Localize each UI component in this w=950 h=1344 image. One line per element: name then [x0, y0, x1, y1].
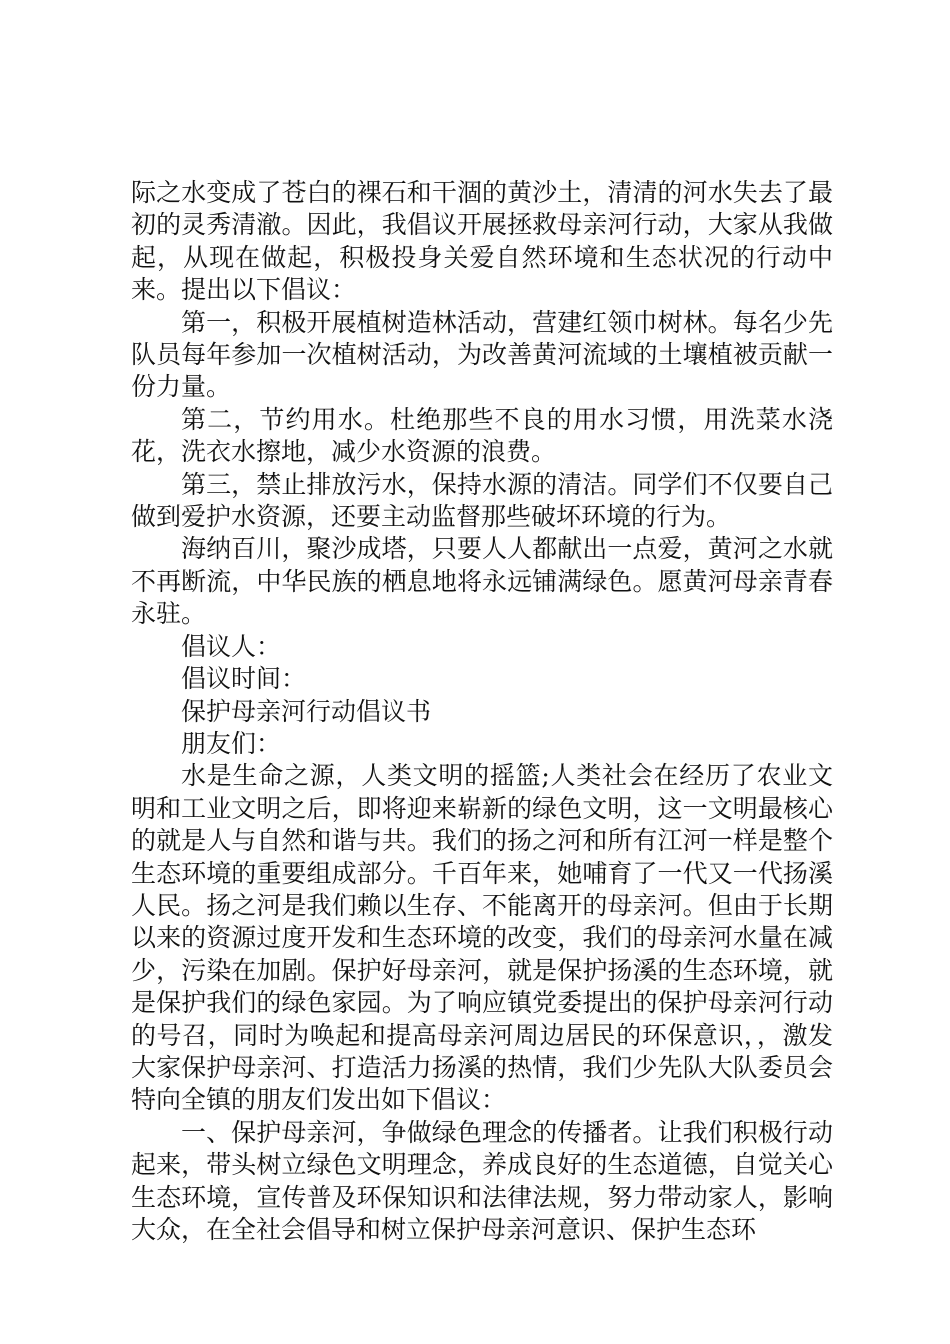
signature-proposer: 倡议人： [181, 631, 282, 661]
signature-date: 倡议时间： [181, 664, 307, 694]
paragraph-closing: 海纳百川，聚沙成塔，只要人人都献出一点爱，黄河之水就不再断流，中华民族的栖息地将永远铺满绿色。愿黄河母亲青春永驻。 [131, 534, 833, 629]
paragraph-background: 水是生命之源，人类文明的摇篮;人类社会在经历了农业文明和工业文明之后，即将迎来崭新的绿色文明，这一文明最核心的就是人与自然和谐与共。我们的扬之河和所有江河一样是整个生态环境的重要组成部分。千百年来，她哺育了一代又一代扬溪人民。扬之河是我们赖以生存、不能离开的母亲河。但由于长期以来的资源过度开发和生态环境的改变，我们的母亲河水量在减少，污染在加剧。保护好母亲河，就是保护扬溪的生态环境，就是保护我们的绿色家园。为了响应镇党委提出的保护母亲河行动的号召，同时为唤起和提高母亲河周边居民的环保意识，，激发大家保护母亲河、打造活力扬溪的热情，我们少先队大队委员会特向全镇的朋友们发出如下倡议： [131, 761, 833, 1115]
paragraph-proposal-second: 第二，节约用水。杜绝那些不良的用水习惯，用洗菜水浇花，洗衣水擦地，减少水资源的浪费。 [131, 404, 833, 467]
paragraph-proposal-third: 第三，禁止排放污水，保持水源的清洁。同学们不仅要自己做到爱护水资源，还要主动监督那些破坏环境的行为。 [131, 469, 833, 532]
paragraph-proposal-first: 第一，积极开展植树造林活动，营建红领巾树林。每名少先队员每年参加一次植树活动，为改善黄河流域的土壤植被贡献一份力量。 [131, 307, 833, 402]
section-title: 保护母亲河行动倡议书 [181, 696, 432, 726]
salutation: 朋友们： [181, 728, 282, 758]
paragraph-continued-intro: 际之水变成了苍白的裸石和干涸的黄沙土，清清的河水失去了最初的灵秀清澈。因此，我倡议开展拯救母亲河行动，大家从我做起，从现在做起，积极投身关爱自然环境和生态状况的行动中来。提出以下倡议： [131, 178, 833, 305]
document-body [131, 177, 833, 1246]
paragraph-proposal-one: 一、保护母亲河，争做绿色理念的传播者。让我们积极行动起来，带头树立绿色文明理念，养成良好的生态道德，自觉关心生态环境，宣传普及环保知识和法律法规，努力带动家人，影响大众，在全社会倡导和树立保护母亲河意识、保护生态环 [131, 1117, 833, 1244]
